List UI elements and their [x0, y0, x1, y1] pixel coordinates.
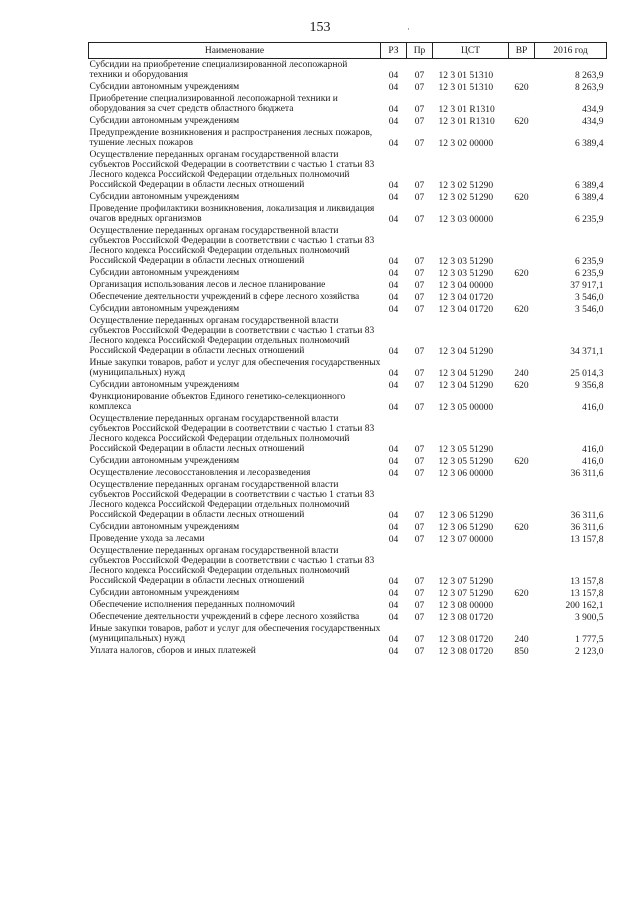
- row-rz: 04: [388, 613, 399, 623]
- row-cst: 12 3 01 51310: [438, 83, 494, 93]
- row-name: Проведение ухода за лесами: [89, 534, 205, 544]
- row-sum: 416,0: [582, 403, 604, 413]
- table-row: [89, 59, 607, 82]
- row-name: Обеспечение деятельности учреждений в сфере лесного хозяйства: [89, 292, 360, 302]
- table-row: [89, 81, 607, 93]
- row-vr: 620: [514, 589, 529, 599]
- row-sum: 36 311,6: [570, 523, 604, 533]
- row-vr: [509, 533, 535, 545]
- row-rz: 04: [388, 71, 399, 81]
- row-vr: [509, 203, 535, 225]
- row-rz: 04: [388, 347, 399, 357]
- row-pr: 07: [414, 369, 425, 379]
- row-sum: 6 389,4: [575, 193, 604, 203]
- budget-table: [88, 42, 607, 657]
- row-name: Субсидии на приобретение специализированной лесопожарной техники и оборудования: [89, 60, 348, 80]
- table-row: [89, 149, 607, 191]
- header-pr: Пр: [407, 43, 433, 59]
- row-rz: 04: [388, 635, 399, 645]
- row-name: Предупреждение возникновения и распространения лесных пожаров, тушение лесных пожаров: [89, 128, 373, 148]
- table-row: [89, 545, 607, 587]
- table-row: [89, 303, 607, 315]
- row-sum: 8 263,9: [575, 83, 604, 93]
- row-name: Иные закупки товаров, работ и услуг для обеспечения государственных (муниципальных) нужд: [89, 358, 381, 378]
- row-cst: 12 3 08 01720: [438, 613, 494, 623]
- row-vr: [509, 59, 535, 82]
- row-pr: 07: [414, 105, 425, 115]
- row-rz: 04: [388, 381, 399, 391]
- row-vr: 620: [514, 523, 529, 533]
- row-rz: 04: [388, 83, 399, 93]
- row-rz: 04: [388, 193, 399, 203]
- row-pr: 07: [414, 347, 425, 357]
- row-pr: 07: [414, 257, 425, 267]
- row-pr: 07: [414, 71, 425, 81]
- row-name: Проведение профилактики возникновения, локализация и ликвидация очагов вредных организмов: [89, 204, 375, 224]
- row-pr: 07: [414, 647, 425, 657]
- table-row: [89, 413, 607, 455]
- table-row: [89, 587, 607, 599]
- row-pr: 07: [414, 215, 425, 225]
- row-pr: 07: [414, 445, 425, 455]
- row-sum: 2 123,0: [575, 647, 604, 657]
- row-sum: 3 546,0: [575, 293, 604, 303]
- row-name: Субсидии автономным учреждениям: [89, 522, 240, 532]
- row-sum: 13 157,8: [570, 589, 604, 599]
- row-sum: 434,9: [582, 117, 604, 127]
- row-cst: 12 3 03 51290: [438, 269, 494, 279]
- row-name: Осуществление лесовосстановления и лесоразведения: [89, 468, 311, 478]
- row-rz: 04: [388, 457, 399, 467]
- header-year: 2016 год: [535, 43, 607, 59]
- row-cst: 12 3 04 51290: [438, 347, 494, 357]
- row-cst: 12 3 01 R1310: [438, 105, 495, 115]
- row-sum: 416,0: [582, 445, 604, 455]
- row-pr: 07: [414, 613, 425, 623]
- row-sum: 6 389,4: [575, 139, 604, 149]
- row-rz: 04: [388, 469, 399, 479]
- row-name: Осуществление переданных органам государственной власти субъектов Российской Федерации в соответствии с частью 1 статьи 83 Лесного кодекса Российской Федерации отдельных полномочий Российской Федерации в области лесных отношений: [89, 150, 375, 190]
- row-pr: 07: [414, 281, 425, 291]
- row-name: Субсидии автономным учреждениям: [89, 268, 240, 278]
- row-cst: 12 3 01 51310: [438, 71, 494, 81]
- row-sum: 25 014,3: [570, 369, 604, 379]
- row-rz: 04: [388, 139, 399, 149]
- row-cst: 12 3 05 51290: [438, 445, 494, 455]
- table-row: [89, 291, 607, 303]
- row-rz: 04: [388, 293, 399, 303]
- row-cst: 12 3 04 51290: [438, 369, 494, 379]
- row-pr: 07: [414, 635, 425, 645]
- row-rz: 04: [388, 577, 399, 587]
- row-rz: 04: [388, 369, 399, 379]
- row-sum: 416,0: [582, 457, 604, 467]
- row-pr: 07: [414, 457, 425, 467]
- table-row: [89, 521, 607, 533]
- table-row: [89, 467, 607, 479]
- row-vr: [509, 279, 535, 291]
- row-rz: 04: [388, 105, 399, 115]
- row-cst: 12 3 07 51290: [438, 577, 494, 587]
- row-name: Субсидии автономным учреждениям: [89, 82, 240, 92]
- table-row: [89, 455, 607, 467]
- page-mark: ·: [407, 24, 410, 34]
- table-row: [89, 357, 607, 379]
- row-name: Субсидии автономным учреждениям: [89, 304, 240, 314]
- table-row: [89, 623, 607, 645]
- row-cst: 12 3 05 51290: [438, 457, 494, 467]
- row-sum: 36 311,6: [570, 469, 604, 479]
- row-vr: [509, 413, 535, 455]
- row-rz: 04: [388, 269, 399, 279]
- row-sum: 13 157,8: [570, 577, 604, 587]
- row-vr: [509, 479, 535, 521]
- table-header-row: [89, 43, 607, 59]
- row-pr: 07: [414, 511, 425, 521]
- row-sum: 6 389,4: [575, 181, 604, 191]
- row-name: Осуществление переданных органам государственной власти субъектов Российской Федерации в соответствии с частью 1 статьи 83 Лесного кодекса Российской Федерации отдельных полномочий Российской Федерации в области лесных отношений: [89, 316, 375, 356]
- row-pr: 07: [414, 589, 425, 599]
- table-body: [89, 59, 607, 658]
- row-vr: 620: [514, 305, 529, 315]
- row-sum: 13 157,8: [570, 535, 604, 545]
- row-name: Осуществление переданных органам государственной власти субъектов Российской Федерации в соответствии с частью 1 статьи 83 Лесного кодекса Российской Федерации отдельных полномочий Российской Федерации в области лесных отношений: [89, 414, 375, 454]
- row-vr: [509, 611, 535, 623]
- row-pr: 07: [414, 139, 425, 149]
- row-cst: 12 3 03 51290: [438, 257, 494, 267]
- row-name: Организация использования лесов и лесное планирование: [89, 280, 326, 290]
- row-pr: 07: [414, 403, 425, 413]
- row-pr: 07: [414, 381, 425, 391]
- row-name: Субсидии автономным учреждениям: [89, 588, 240, 598]
- row-vr: 620: [514, 83, 529, 93]
- row-vr: [509, 127, 535, 149]
- table-row: [89, 203, 607, 225]
- row-vr: [509, 599, 535, 611]
- header-name: Наименование: [89, 43, 381, 59]
- row-vr: [509, 225, 535, 267]
- table-row: [89, 611, 607, 623]
- row-rz: 04: [388, 589, 399, 599]
- row-cst: 12 3 07 00000: [438, 535, 494, 545]
- row-sum: 8 263,9: [575, 71, 604, 81]
- row-cst: 12 3 01 R1310: [438, 117, 495, 127]
- row-name: Осуществление переданных органам государственной власти субъектов Российской Федерации в соответствии с частью 1 статьи 83 Лесного кодекса Российской Федерации отдельных полномочий Российской Федерации в области лесных отношений: [89, 226, 375, 266]
- row-cst: 12 3 04 01720: [438, 293, 494, 303]
- row-rz: 04: [388, 281, 399, 291]
- row-cst: 12 3 08 01720: [438, 647, 494, 657]
- table-row: [89, 127, 607, 149]
- table-row: [89, 645, 607, 657]
- row-pr: 07: [414, 293, 425, 303]
- row-vr: [509, 315, 535, 357]
- row-name: Приобретение специализированной лесопожарной техники и оборудования за счет средств областного бюджета: [89, 94, 338, 114]
- row-sum: 1 777,5: [575, 635, 604, 645]
- table-row: [89, 93, 607, 115]
- row-cst: 12 3 08 00000: [438, 601, 494, 611]
- row-rz: 04: [388, 647, 399, 657]
- row-rz: 04: [388, 305, 399, 315]
- row-sum: 37 917,1: [570, 281, 604, 291]
- row-rz: 04: [388, 535, 399, 545]
- row-cst: 12 3 03 00000: [438, 215, 494, 225]
- row-name: Субсидии автономным учреждениям: [89, 380, 240, 390]
- row-pr: 07: [414, 469, 425, 479]
- row-sum: 34 371,1: [570, 347, 604, 357]
- row-vr: 240: [514, 635, 529, 645]
- table-row: [89, 267, 607, 279]
- row-cst: 12 3 04 01720: [438, 305, 494, 315]
- row-rz: 04: [388, 523, 399, 533]
- header-cst: ЦСТ: [433, 43, 509, 59]
- table-row: [89, 315, 607, 357]
- table-row: [89, 599, 607, 611]
- row-name: Функционирование объектов Единого генетико-селекционного комплекса: [89, 392, 346, 412]
- row-name: Обеспечение исполнения переданных полномочий: [89, 600, 295, 610]
- row-sum: 3 546,0: [575, 305, 604, 315]
- row-name: Иные закупки товаров, работ и услуг для обеспечения государственных (муниципальных) нужд: [89, 624, 381, 644]
- row-sum: 9 356,8: [575, 381, 604, 391]
- row-sum: 6 235,9: [575, 257, 604, 267]
- row-sum: 434,9: [582, 105, 604, 115]
- row-pr: 07: [414, 305, 425, 315]
- row-name: Уплата налогов, сборов и иных платежей: [89, 646, 256, 656]
- row-name: Субсидии автономным учреждениям: [89, 116, 240, 126]
- row-cst: 12 3 06 51290: [438, 511, 494, 521]
- table-row: [89, 533, 607, 545]
- row-cst: 12 3 02 00000: [438, 139, 494, 149]
- row-cst: 12 3 04 00000: [438, 281, 494, 291]
- row-rz: 04: [388, 257, 399, 267]
- table-row: [89, 479, 607, 521]
- row-vr: 620: [514, 381, 529, 391]
- row-pr: 07: [414, 83, 425, 93]
- row-name: Субсидии автономным учреждениям: [89, 456, 240, 466]
- row-sum: 6 235,9: [575, 269, 604, 279]
- row-rz: 04: [388, 445, 399, 455]
- row-cst: 12 3 08 01720: [438, 635, 494, 645]
- table-row: [89, 225, 607, 267]
- row-pr: 07: [414, 181, 425, 191]
- row-vr: [509, 149, 535, 191]
- row-cst: 12 3 02 51290: [438, 181, 494, 191]
- row-rz: 04: [388, 601, 399, 611]
- row-cst: 12 3 07 51290: [438, 589, 494, 599]
- row-pr: 07: [414, 535, 425, 545]
- table-row: [89, 279, 607, 291]
- row-sum: 36 311,6: [570, 511, 604, 521]
- row-rz: 04: [388, 215, 399, 225]
- row-rz: 04: [388, 181, 399, 191]
- row-sum: 3 900,5: [575, 613, 604, 623]
- row-vr: 850: [514, 647, 529, 657]
- row-cst: 12 3 02 51290: [438, 193, 494, 203]
- row-vr: 620: [514, 193, 529, 203]
- row-pr: 07: [414, 601, 425, 611]
- row-pr: 07: [414, 523, 425, 533]
- table-row: [89, 379, 607, 391]
- row-vr: 620: [514, 269, 529, 279]
- page-number: 153: [309, 20, 331, 35]
- row-rz: 04: [388, 511, 399, 521]
- header-rz: РЗ: [381, 43, 407, 59]
- row-name: Обеспечение деятельности учреждений в сфере лесного хозяйства: [89, 612, 360, 622]
- row-rz: 04: [388, 403, 399, 413]
- row-vr: [509, 93, 535, 115]
- row-pr: 07: [414, 117, 425, 127]
- row-vr: [509, 467, 535, 479]
- row-pr: 07: [414, 577, 425, 587]
- row-vr: [509, 391, 535, 413]
- row-vr: 620: [514, 457, 529, 467]
- row-rz: 04: [388, 117, 399, 127]
- row-sum: 200 162,1: [565, 601, 604, 611]
- row-vr: 620: [514, 117, 529, 127]
- table-row: [89, 391, 607, 413]
- row-cst: 12 3 05 00000: [438, 403, 494, 413]
- row-vr: [509, 545, 535, 587]
- row-sum: 6 235,9: [575, 215, 604, 225]
- row-cst: 12 3 06 00000: [438, 469, 494, 479]
- table-row: [89, 191, 607, 203]
- header-vr: ВР: [509, 43, 535, 59]
- row-vr: 240: [514, 369, 529, 379]
- row-cst: 12 3 06 51290: [438, 523, 494, 533]
- row-cst: 12 3 04 51290: [438, 381, 494, 391]
- row-pr: 07: [414, 193, 425, 203]
- row-pr: 07: [414, 269, 425, 279]
- row-name: Осуществление переданных органам государственной власти субъектов Российской Федерации в соответствии с частью 1 статьи 83 Лесного кодекса Российской Федерации отдельных полномочий Российской Федерации в области лесных отношений: [89, 480, 375, 520]
- row-vr: [509, 291, 535, 303]
- table-row: [89, 115, 607, 127]
- row-name: Субсидии автономным учреждениям: [89, 192, 240, 202]
- row-name: Осуществление переданных органам государственной власти субъектов Российской Федерации в соответствии с частью 1 статьи 83 Лесного кодекса Российской Федерации отдельных полномочий Российской Федерации в области лесных отношений: [89, 546, 375, 586]
